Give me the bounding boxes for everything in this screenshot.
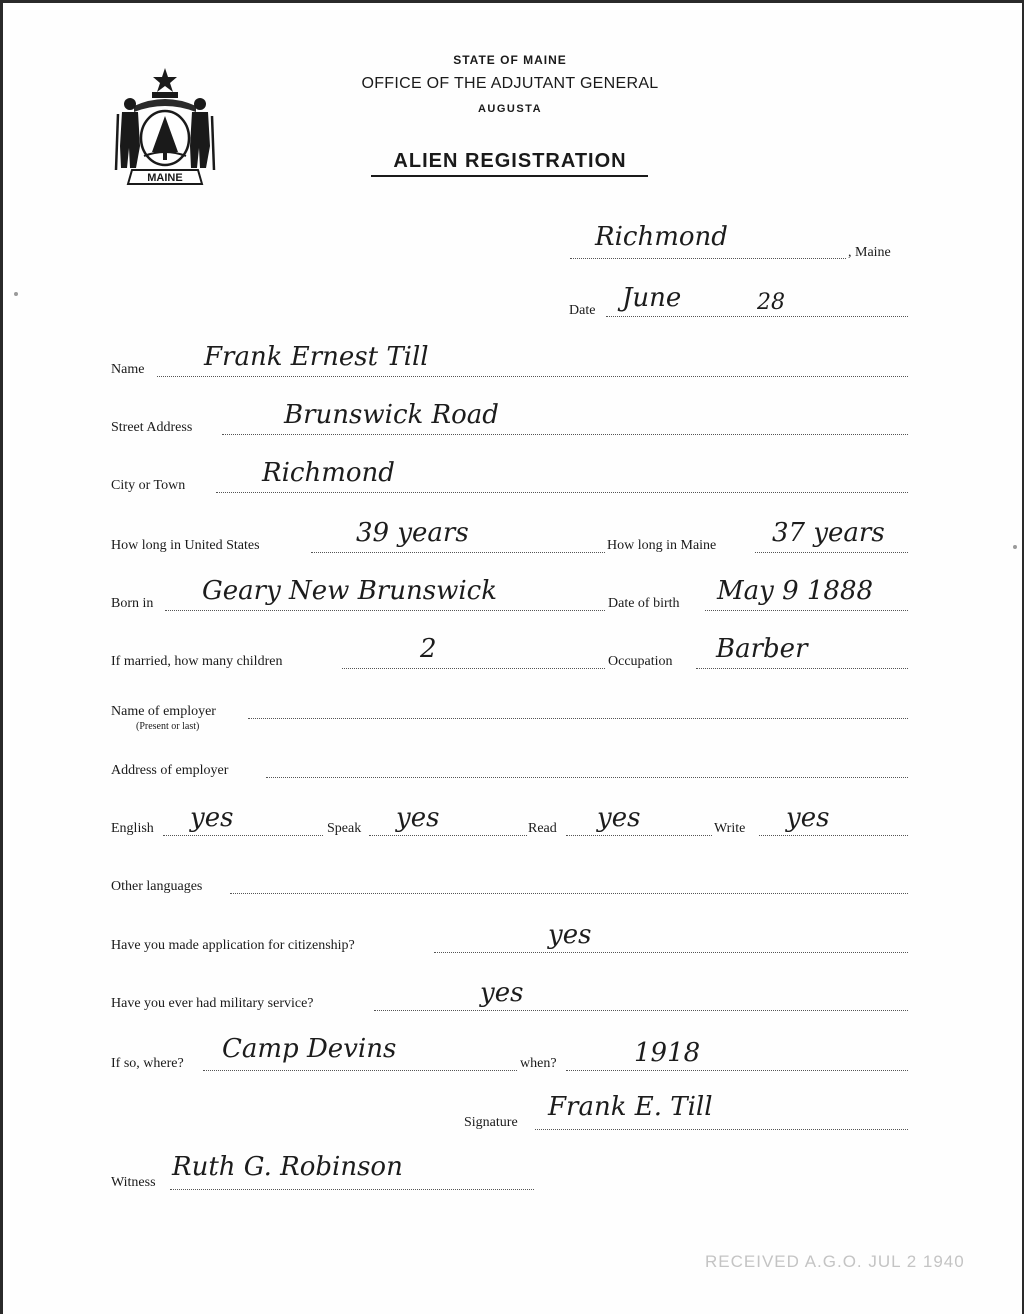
write-line (759, 835, 908, 836)
when-entry: 1918 (634, 1038, 701, 1068)
read-entry: yes (597, 803, 641, 833)
occupation-line (696, 668, 908, 669)
street-entry: Brunswick Road (284, 400, 499, 430)
where-label: If so, where? (111, 1056, 184, 1071)
military-entry: yes (480, 978, 524, 1008)
scan-speck (14, 292, 18, 296)
read-line (566, 835, 712, 836)
scan-edge-top (0, 0, 1024, 3)
place-entry: Richmond (595, 222, 728, 252)
employer-line (248, 718, 908, 719)
write-label: Write (714, 821, 746, 836)
signature-label: Signature (464, 1115, 518, 1130)
other-languages-line (230, 893, 908, 894)
header-office: OFFICE OF THE ADJUTANT GENERAL (361, 75, 659, 92)
employer-address-line (266, 777, 908, 778)
place-line (570, 258, 846, 259)
header-city: AUGUSTA (477, 103, 543, 115)
date-month-entry: June (622, 283, 682, 313)
dob-entry: May 9 1888 (717, 576, 874, 606)
military-line (374, 1010, 908, 1011)
scan-edge-left (0, 0, 3, 1314)
header-state: STATE OF MAINE (453, 53, 567, 67)
years-maine-entry: 37 years (772, 518, 885, 548)
write-entry: yes (786, 803, 830, 833)
born-in-line (165, 610, 605, 611)
city-line (216, 492, 908, 493)
place-suffix-label: , Maine (848, 245, 891, 260)
date-day-entry: 28 (757, 290, 785, 315)
name-label: Name (111, 362, 145, 377)
date-line (606, 316, 908, 317)
occupation-label: Occupation (608, 654, 673, 669)
english-line (163, 835, 323, 836)
scan-speck (1013, 545, 1017, 549)
citizenship-line (434, 952, 908, 953)
children-entry: 2 (420, 634, 437, 664)
seal-banner-text: MAINE (147, 172, 183, 184)
years-maine-line (755, 552, 908, 553)
employer-address-label: Address of employer (111, 763, 229, 778)
english-entry: yes (190, 803, 234, 833)
speak-label: Speak (327, 821, 362, 836)
years-us-label: How long in United States (111, 538, 260, 553)
when-line (566, 1070, 908, 1071)
years-us-entry: 39 years (356, 518, 469, 548)
street-line (222, 434, 908, 435)
years-maine-label: How long in Maine (607, 538, 717, 553)
city-entry: Richmond (262, 458, 395, 488)
speak-line (369, 835, 527, 836)
maine-state-seal-icon (112, 66, 218, 188)
military-label: Have you ever had military service? (111, 996, 314, 1011)
when-label: when? (520, 1056, 557, 1071)
witness-label: Witness (111, 1175, 156, 1190)
read-label: Read (528, 821, 557, 836)
occupation-entry: Barber (716, 634, 808, 664)
children-line (342, 668, 605, 669)
employer-note: (Present or last) (136, 721, 200, 732)
years-us-line (311, 552, 605, 553)
date-label: Date (569, 303, 596, 318)
born-in-label: Born in (111, 596, 154, 611)
born-in-entry: Geary New Brunswick (202, 576, 497, 606)
street-label: Street Address (111, 420, 193, 435)
city-label: City or Town (111, 478, 186, 493)
where-entry: Camp Devins (222, 1034, 397, 1064)
where-line (203, 1070, 517, 1071)
title-underline (371, 175, 648, 177)
children-label: If married, how many children (111, 654, 283, 669)
signature-entry: Frank E. Till (548, 1092, 713, 1122)
speak-entry: yes (396, 803, 440, 833)
citizenship-entry: yes (548, 920, 592, 950)
name-entry: Frank Ernest Till (204, 342, 429, 372)
employer-label: Name of employer (111, 704, 216, 719)
received-stamp: RECEIVED A.G.O. JUL 2 1940 (705, 1252, 965, 1271)
name-line (157, 376, 908, 377)
witness-entry: Ruth G. Robinson (172, 1152, 403, 1182)
other-languages-label: Other languages (111, 879, 203, 894)
signature-line (535, 1129, 908, 1130)
witness-line (170, 1189, 534, 1190)
english-label: English (111, 821, 154, 836)
form-title: ALIEN REGISTRATION (393, 150, 627, 172)
citizenship-label: Have you made application for citizenship? (111, 938, 355, 953)
dob-label: Date of birth (608, 596, 680, 611)
dob-line (705, 610, 908, 611)
